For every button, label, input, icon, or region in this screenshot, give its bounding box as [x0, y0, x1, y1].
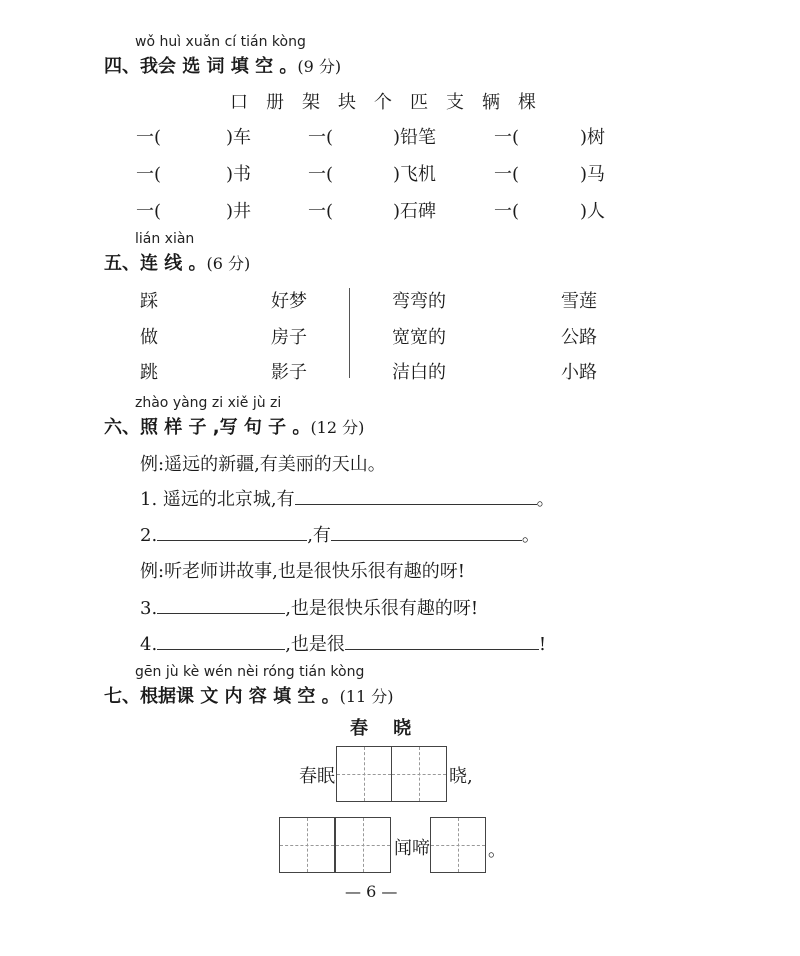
sentence-item-4-end: !	[538, 634, 547, 655]
section7-heading	[104, 682, 394, 708]
poem-line2-middle: 闻啼	[394, 838, 430, 859]
measure-word-row-1-a-start: 一(	[136, 127, 162, 148]
section5-title: 五、连 线 。	[104, 253, 207, 274]
sentence-item-2-mid: ,有	[307, 525, 331, 546]
sentence-2-blank-a[interactable]	[157, 522, 307, 541]
section6-title: 六、照 样 子 ,写 句 子 。	[104, 417, 311, 438]
example-sentence-1: 例:遥远的新疆,有美丽的天山。	[140, 454, 386, 475]
measure-word-row-2-c-start: 一(	[494, 164, 520, 185]
section4-heading	[104, 52, 341, 78]
section5-score: (6 分)	[206, 254, 251, 273]
sentence-item-4-mid: ,也是很	[285, 634, 345, 655]
section7-score: (11 分)	[339, 687, 394, 706]
sentence-item-3-prefix: 3.	[140, 598, 158, 619]
match-right-word[interactable]: 宽宽的	[392, 327, 446, 348]
example-sentence-2: 例:听老师讲故事,也是很快乐很有趣的呀!	[140, 561, 466, 582]
match-right-target[interactable]: 小路	[561, 362, 597, 383]
sentence-item-1	[140, 485, 555, 511]
match-right-word[interactable]: 弯弯的	[392, 291, 446, 312]
section5-heading	[104, 249, 250, 275]
sentence-item-1-end: 。	[536, 489, 555, 510]
column-divider	[349, 288, 350, 378]
section6-heading	[104, 413, 364, 439]
section7-pinyin: gēn jù kè wén nèi róng tián kòng	[135, 664, 365, 680]
measure-word-row-1-b-start: 一(	[308, 127, 334, 148]
match-right-target[interactable]: 公路	[561, 327, 597, 348]
word-option: 辆	[482, 92, 500, 113]
char-box[interactable]	[335, 817, 391, 873]
section5-pinyin: lián xiàn	[135, 231, 195, 247]
word-option: 口	[230, 92, 248, 113]
measure-word-row-1-c-end: )树	[580, 127, 606, 148]
char-box[interactable]	[430, 817, 486, 873]
char-box[interactable]	[336, 746, 392, 802]
poem-line2-after: 。	[488, 840, 506, 861]
poem-line1-before: 春眠	[299, 766, 335, 787]
measure-word-row-2-c-end: )马	[580, 164, 606, 185]
measure-word-row-3-c-end: )人	[580, 201, 606, 222]
sentence-item-2	[140, 521, 540, 547]
sentence-1-blank[interactable]	[295, 486, 537, 505]
measure-word-row-3-a-start: 一(	[136, 201, 162, 222]
measure-word-row-2-a-end: )书	[226, 164, 252, 185]
measure-word-row-3-c-start: 一(	[494, 201, 520, 222]
measure-word-row-3-a-end: )井	[226, 201, 252, 222]
char-box[interactable]	[279, 817, 335, 873]
match-left-word[interactable]: 跳	[140, 362, 158, 383]
section7-title: 七、根据课 文 内 容 填 空 。	[104, 686, 340, 707]
poem-title: 春 晓	[350, 718, 412, 739]
sentence-item-1-prefix: 1. 遥远的北京城,有	[140, 489, 295, 510]
char-box[interactable]	[391, 746, 447, 802]
word-option: 架	[302, 92, 320, 113]
match-right-target[interactable]: 雪莲	[561, 291, 597, 312]
match-left-target[interactable]: 影子	[271, 362, 307, 383]
sentence-item-4	[140, 630, 546, 656]
measure-word-row-3-b-start: 一(	[308, 201, 334, 222]
sentence-item-3	[140, 594, 478, 620]
match-left-word[interactable]: 踩	[140, 291, 158, 312]
measure-word-row-2-b-start: 一(	[308, 164, 334, 185]
word-option: 匹	[410, 92, 428, 113]
word-option: 册	[266, 92, 284, 113]
section6-score: (12 分)	[310, 418, 365, 437]
measure-word-row-2-a-start: 一(	[136, 164, 162, 185]
word-option: 支	[446, 92, 464, 113]
word-options	[230, 88, 536, 114]
match-right-word[interactable]: 洁白的	[392, 362, 446, 383]
sentence-item-4-prefix: 4.	[140, 634, 158, 655]
sentence-item-3-rest: ,也是很快乐很有趣的呀!	[285, 598, 479, 619]
measure-word-row-3-b-end: )石碑	[393, 201, 437, 222]
match-left-target[interactable]: 房子	[271, 327, 307, 348]
measure-word-row-1-c-start: 一(	[494, 127, 520, 148]
measure-word-row-1-a-end: )车	[226, 127, 252, 148]
sentence-4-blank-b[interactable]	[345, 631, 539, 650]
section4-score: (9 分)	[297, 57, 342, 76]
section4-title: 四、我会 选 词 填 空 。	[104, 56, 298, 77]
poem-line1-after: 晓,	[449, 766, 473, 787]
section4-pinyin: wǒ huì xuǎn cí tián kòng	[135, 34, 306, 50]
match-left-word[interactable]: 做	[140, 327, 158, 348]
sentence-2-blank-b[interactable]	[331, 522, 522, 541]
sentence-item-2-end: 。	[521, 525, 540, 546]
sentence-4-blank-a[interactable]	[157, 631, 285, 650]
page-number: — 6 —	[345, 882, 398, 901]
section6-pinyin: zhào yàng zi xiě jù zi	[135, 395, 282, 411]
measure-word-row-1-b-end: )铅笔	[393, 127, 437, 148]
sentence-item-2-prefix: 2.	[140, 525, 158, 546]
word-option: 块	[338, 92, 356, 113]
word-option: 个	[374, 92, 392, 113]
measure-word-row-2-b-end: )飞机	[393, 164, 437, 185]
word-option: 棵	[518, 92, 536, 113]
match-left-target[interactable]: 好梦	[271, 291, 307, 312]
sentence-3-blank[interactable]	[157, 595, 285, 614]
